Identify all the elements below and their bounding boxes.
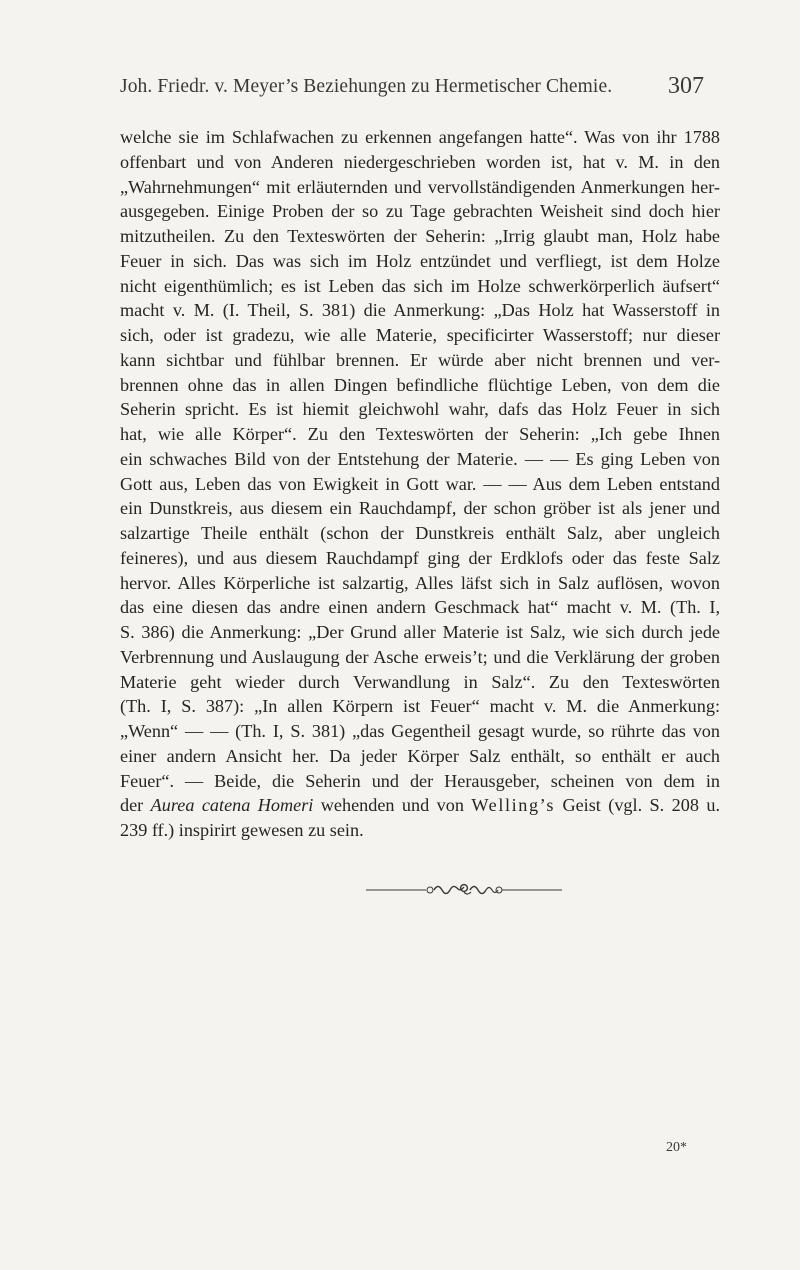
text-line: brennen ohne das in allen Dingen befindliche flüchtige Leben, von dem die [120,374,720,395]
italic-title: Aurea catena Homeri [150,795,314,816]
text-line: sich, oder ist gradezu, wie alle Materie, specificirter Wasserstoff; nur dieser [120,325,720,345]
text-line: macht v. M. (I. Theil, S. 381) die Anmerkung: „Das Holz hat Wasserstoff in [120,300,720,321]
page-number: 307 [668,73,704,99]
text-line: „Wenn“ — — (Th. I, S. 381) „das Gegentheil gesagt wurde, so rührte das von [120,721,720,741]
text-line: offenbart und von Anderen niedergeschrieben worden ist, hat v. M. in den [120,151,720,172]
text-line: feineres), und aus diesem Rauchdampf ging der Erdklofs oder das feste Salz [120,547,720,568]
text-line: (Th. I, S. 387): „In allen Körpern ist Feuer“ macht v. M. die Anmerkung: [120,696,720,717]
text-fragment: wehenden und von [313,795,472,816]
signature-mark: 20* [666,1140,687,1155]
running-title: Joh. Friedr. v. Meyer’s Beziehungen zu Hermetischer Chemie. [120,76,613,97]
text-line: Verbrennung und Auslaugung der Asche erweis’t; und die Verklärung der groben [120,646,720,667]
text-line: Feuer“. — Beide, die Seherin und der Herausgeber, scheinen von dem in [120,770,720,791]
body-text [120,125,720,843]
text-line: welche sie im Schlafwachen zu erkennen angefangen hatte“. Was von ihr 1788 [120,127,720,147]
text-line: einer andern Ansicht her. Da jeder Körper Salz enthält, so enthält er auch [120,745,720,766]
text-line: salzartige Theile enthält (schon der Dunstkreis enthält Salz, aber ungleich [120,523,720,543]
text-line: Materie geht wieder durch Verwandlung in Salz“. Zu den Texteswörten [120,671,720,692]
text-line: ein Dunstkreis, aus diesem ein Rauchdampf, der schon gröber ist als jener und [120,498,720,519]
text-fragment: der [120,795,151,816]
text-line: hat, wie alle Körper“. Zu den Texteswörten der Seherin: „Ich gebe Ihnen [120,424,720,444]
text-line: 239 ff.) inspirirt gewesen zu sein. [120,820,364,840]
spaced-name: Welling’s [471,795,556,816]
text-line: hervor. Alles Körperliche ist salzartig, Alles läfst sich in Salz auflösen, wovon [120,572,720,593]
text-line [120,793,720,818]
text-line: kann sichtbar und fühlbar brennen. Er würde aber nicht brennen und ver- [120,349,720,370]
text-line: ein schwaches Bild von der Entstehung der Materie. — — Es ging Leben von [120,448,720,469]
text-line: S. 386) die Anmerkung: „Der Grund aller Materie ist Salz, wie sich durch jede [120,622,720,642]
text-line: mitzutheilen. Zu den Texteswörten der Seherin: „Irrig glaubt man, Holz habe [120,226,720,246]
ornament-divider [364,880,564,900]
text-line: „Wahrnehmungen“ mit erläuternden und vervollständigenden Anmerkungen her- [120,176,720,197]
text-line: Seherin spricht. Es ist hiemit gleichwohl wahr, dafs das Holz Feuer in sich [120,399,720,420]
text-line: das eine diesen das andre einen andern Geschmack hat“ macht v. M. (Th. I, [120,597,720,618]
text-line: Feuer in sich. Das was sich im Holz entzündet und verfliegt, ist dem Holze [120,250,720,271]
text-line: ausgegeben. Einige Proben der so zu Tage gebrachten Weisheit sind doch hier [120,201,720,222]
text-fragment: Geist (vgl. S. 208 u. [555,795,720,816]
text-line: nicht eigenthümlich; es ist Leben das sich im Holze schwerkörperlich äufsert“ [120,275,720,296]
text-line: Gott aus, Leben das von Ewigkeit in Gott war. — — Aus dem Leben entstand [120,473,720,494]
